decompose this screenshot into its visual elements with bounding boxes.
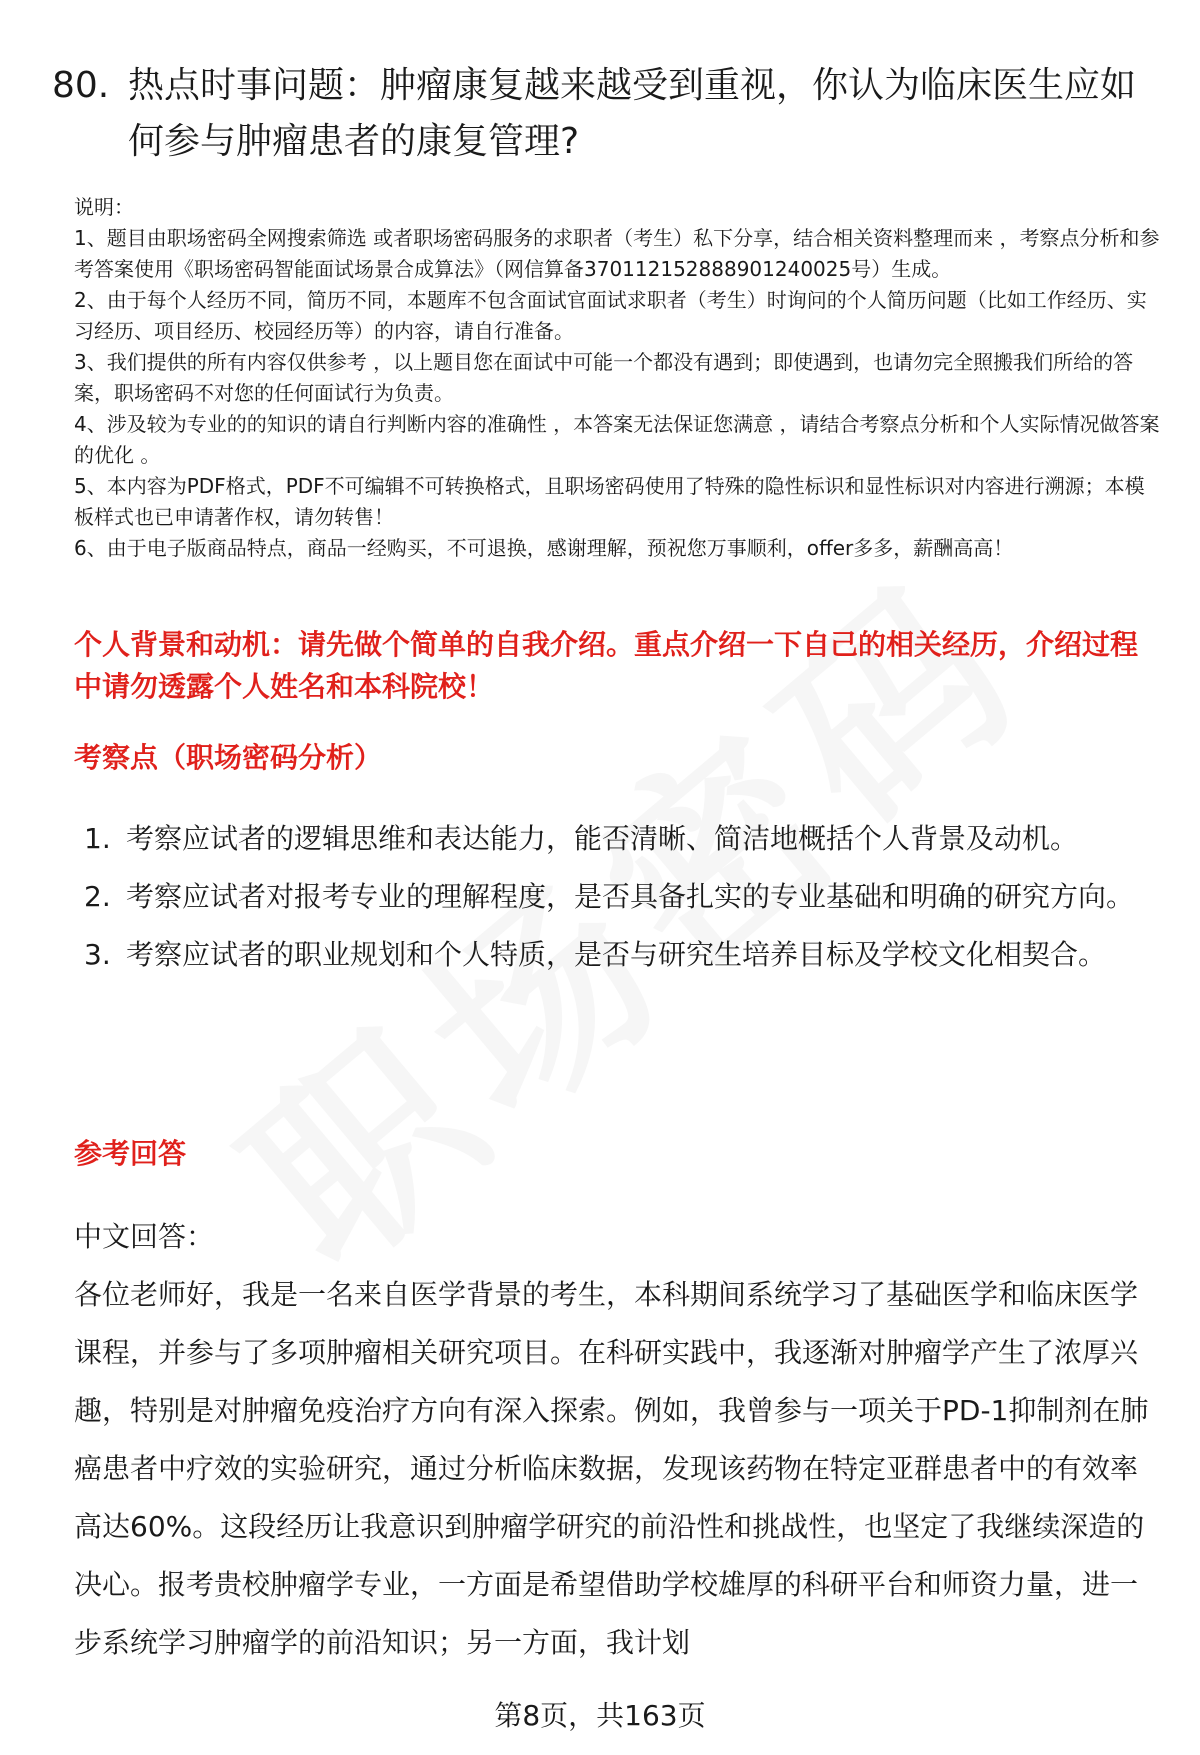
point-text: 考察应试者的逻辑思维和表达能力，能否清晰、简洁地概括个人背景及动机。 — [126, 822, 1079, 855]
list-item — [74, 868, 1164, 926]
reference-title: 参考回答 — [74, 1137, 187, 1170]
notes-heading: 说明： — [74, 195, 134, 219]
point-text: 考察应试者的职业规划和个人特质，是否与研究生培养目标及学校文化相契合。 — [126, 938, 1107, 971]
list-item — [74, 926, 1164, 984]
interview-prompt: 个人背景和动机：请先做个简单的自我介绍。重点介绍一下自己的相关经历，介绍过程中请勿透露个人姓名和本科院校！ — [74, 628, 1139, 703]
point-text: 考察应试者对报考专业的理解程度，是否具备扎实的专业基础和明确的研究方向。 — [126, 880, 1135, 913]
notes-item: 5、本内容为PDF格式，PDF不可编辑不可转换格式，且职场密码使用了特殊的隐性标识和显性标识对内容进行溯源；本模板样式也已申请著作权，请勿转售！ — [74, 474, 1145, 529]
answer-subtitle: 中文回答： — [74, 1220, 215, 1253]
notes-item: 3、我们提供的所有内容仅供参考 ，以上题目您在面试中可能一个都没有遇到；即使遇到，也请勿完全照搬我们所给的答案，职场密码不对您的任何面试行为负责。 — [74, 350, 1134, 405]
page-footer: 第8页，共163页 — [494, 1699, 706, 1732]
list-item — [74, 810, 1164, 868]
question-text: 热点时事问题：肿瘤康复越来越受到重视，你认为临床医生应如何参与肿瘤患者的康复管理? — [128, 65, 1137, 162]
reference-answer — [74, 1208, 1164, 1672]
notes-item: 6、由于电子版商品特点，商品一经购买，不可退换，感谢理解，预祝您万事顺利，offer多多，薪酬高高！ — [74, 536, 1014, 560]
point-number: 3. — [84, 938, 111, 971]
analysis-title: 考察点（职场密码分析） — [74, 741, 383, 774]
question-heading — [52, 58, 1162, 170]
notes-item: 4、涉及较为专业的的知识的请自行判断内容的准确性 ，本答案无法保证您满意 ，请结合考察点分析和个人实际情况做答案的优化 。 — [74, 412, 1160, 467]
point-number: 2. — [84, 880, 111, 913]
point-number: 1. — [84, 822, 111, 855]
notes-block — [74, 192, 1164, 564]
notes-item: 1、题目由职场密码全网搜索筛选 或者职场密码服务的求职者（考生）私下分享，结合相关资料整理而来 ，考察点分析和参考答案使用《职场密码智能面试场景合成算法》（网信算备370112152888901240025号）生成。 — [74, 226, 1160, 281]
analysis-points — [74, 810, 1164, 984]
notes-item: 2、由于每个人经历不同，简历不同，本题库不包含面试官面试求职者（考生）时询问的个人简历问题（比如工作经历、实习经历、项目经历、校园经历等）的内容，请自行准备。 — [74, 288, 1147, 343]
answer-body: 各位老师好，我是一名来自医学背景的考生，本科期间系统学习了基础医学和临床医学课程，并参与了多项肿瘤相关研究项目。在科研实践中，我逐渐对肿瘤学产生了浓厚兴趣，特别是对肿瘤免疫治疗方向有深入探索。例如，我曾参与一项关于PD-1抑制剂在肺癌患者中疗效的实验研究，通过分析临床数据，发现该药物在特定亚群患者中的有效率高达60%。这段经历让我意识到肿瘤学研究的前沿性和挑战性，也坚定了我继续深造的决心。报考贵校肿瘤学专业，一方面是希望借助学校雄厚的科研平台和师资力量，进一步系统学习肿瘤学的前沿知识；另一方面，我计划 — [74, 1278, 1149, 1659]
question-number: 80. — [52, 65, 110, 106]
